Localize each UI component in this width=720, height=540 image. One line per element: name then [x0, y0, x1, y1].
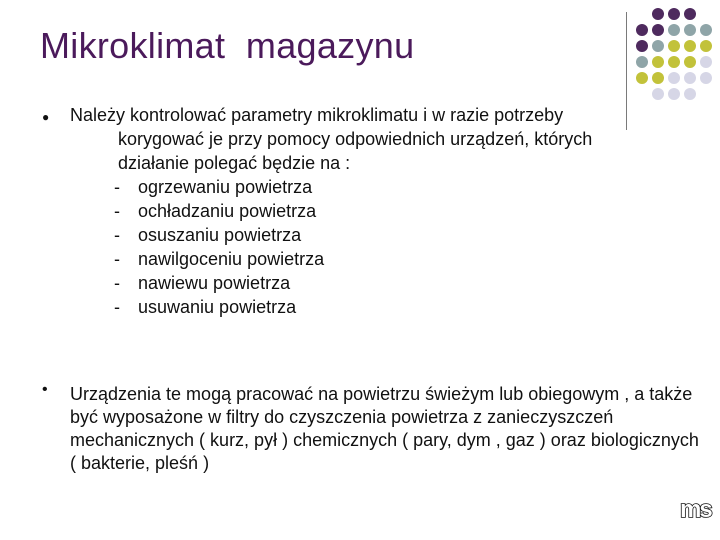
decorative-dot [668, 56, 680, 68]
sublist-item: - osuszaniu powietrza [114, 225, 302, 245]
decorative-dot [684, 24, 696, 36]
decorative-dot [636, 40, 648, 52]
decorative-dot [636, 72, 648, 84]
decorative-dot [684, 72, 696, 84]
ms-logo [680, 495, 711, 523]
decorative-dot [684, 40, 696, 52]
decorative-dot [652, 24, 664, 36]
decorative-dot [668, 8, 680, 20]
decorative-dot [668, 72, 680, 84]
decorative-dot [700, 56, 712, 68]
decorative-dot [668, 88, 680, 100]
decorative-dot [636, 24, 648, 36]
decorative-dot [652, 8, 664, 20]
decorative-dot [668, 40, 680, 52]
bullet-marker: ● [42, 110, 50, 124]
sublist-item: - nawiewu powietrza [114, 273, 291, 293]
svg-text:ms: ms [680, 496, 711, 523]
decorative-dot [652, 40, 664, 52]
bullet-1-sublist [70, 175, 670, 319]
sublist-item: - ogrzewaniu powietrza [114, 177, 313, 197]
decorative-dot [700, 72, 712, 84]
decorative-dot [668, 24, 680, 36]
sublist-item: - ochładzaniu powietrza [114, 201, 317, 221]
bullet-2-paragraph: Urządzenia te mogą pracować na powietrzu świeżym lub obiegowym , a także być wyposażone w filtry do czyszczenia powietrza z zanieczyszczeń mechanicznych ( kurz, pył ) chemicznych ( pary, dym , gaz ) oraz biologicznych ( bakterie, pleśń ) [70, 384, 699, 473]
bullet-1-line-3: działanie polegać będzie na : [118, 153, 351, 173]
bullet-1-line-1: Należy kontrolować parametry mikroklimatu i w razie potrzeby [70, 105, 564, 125]
bullet-1-line-2: korygować je przy pomocy odpowiednich urządzeń, których [118, 129, 593, 149]
slide-title: Mikroklimat magazynu [40, 25, 415, 66]
decorative-dot [684, 88, 696, 100]
decorative-dot [684, 8, 696, 20]
sublist-item: - nawilgoceniu powietrza [114, 249, 325, 269]
decorative-dot [652, 56, 664, 68]
decorative-dot [652, 88, 664, 100]
bullet-marker: • [42, 381, 48, 398]
decorative-dot [684, 56, 696, 68]
bullet-1-paragraph [70, 103, 670, 319]
decorative-dot [652, 72, 664, 84]
decorative-dot [700, 24, 712, 36]
decorative-dot [700, 40, 712, 52]
decorative-dot [636, 56, 648, 68]
sublist-item: - usuwaniu powietrza [114, 297, 297, 317]
